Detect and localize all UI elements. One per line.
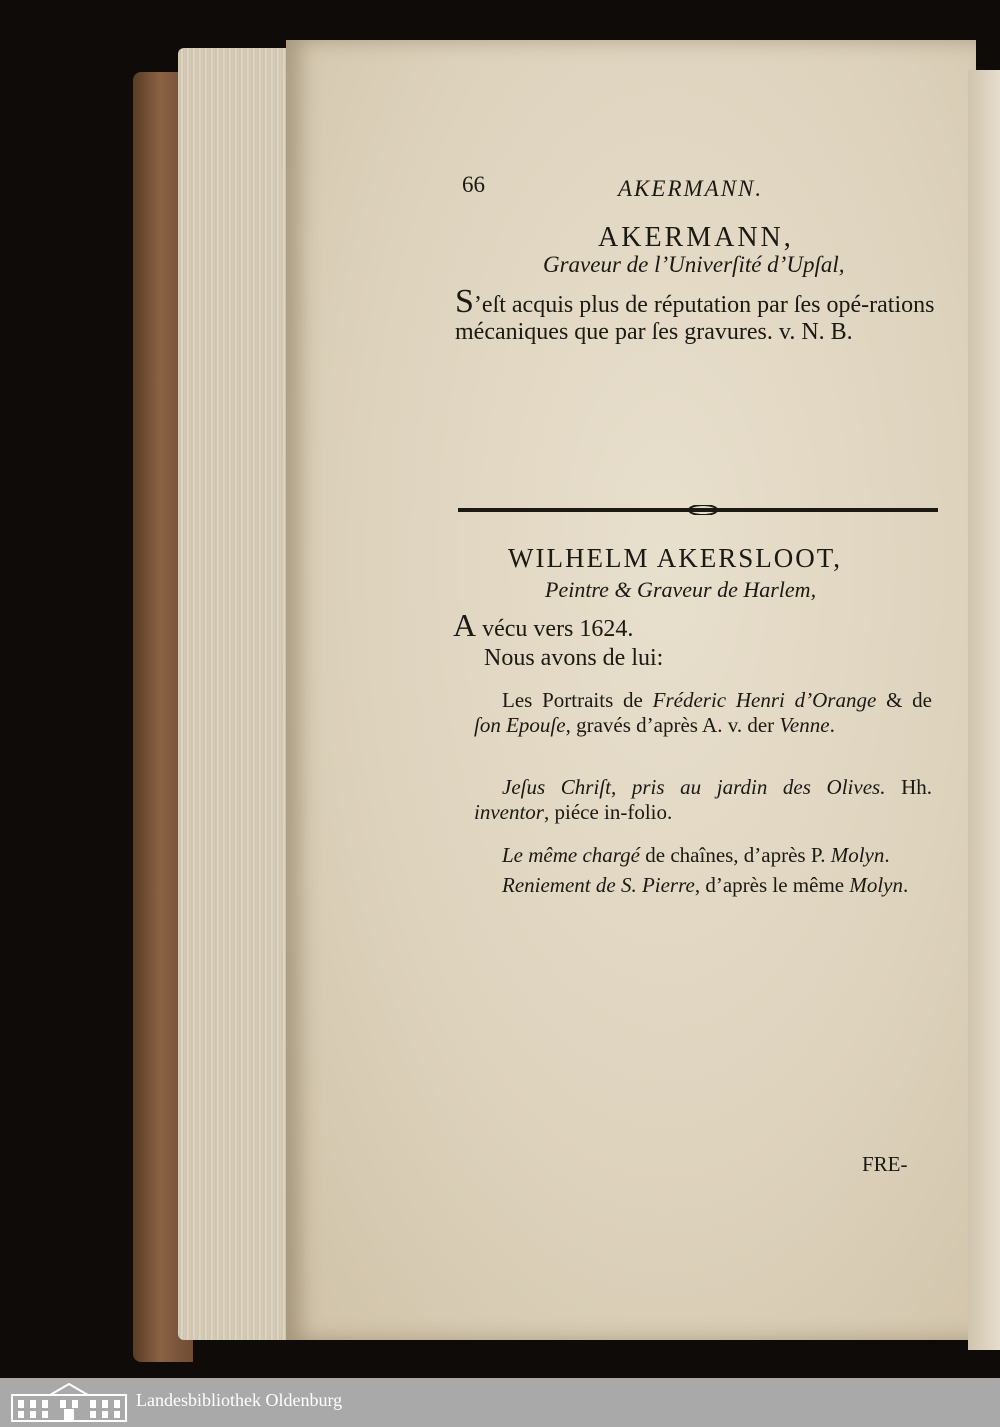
ornamental-rule <box>458 505 938 515</box>
drop-cap: S <box>455 283 474 320</box>
entry-line <box>453 607 633 644</box>
works-intro: Nous avons de lui: <box>484 645 664 671</box>
entry-date: vécu vers 1624. <box>482 616 634 642</box>
entry-name: WILHELM AKERSLOOT, <box>508 543 842 573</box>
work-item: Jeſus Chriſt, pris au jardin des Olives. Hh. inventor, piéce in-folio. <box>474 775 932 824</box>
entry-subtitle: Graveur de l’Univerſité d’Upſal, <box>543 252 845 277</box>
entry-text <box>455 283 950 346</box>
library-building-icon <box>10 1381 128 1423</box>
footer-bar <box>0 1378 1000 1427</box>
work-item: Les Portraits de Fréderic Henri d’Orange & de ſon Epouſe, gravés d’après A. v. der Venne. <box>474 688 932 737</box>
library-name: Landesbibliothek Oldenburg <box>136 1390 343 1410</box>
work-item: Reniement de S. Pierre, d’après le même Molyn. <box>502 873 909 897</box>
page-stack <box>178 48 293 1340</box>
drop-cap: A <box>453 607 477 643</box>
catchword: FRE- <box>862 1152 908 1176</box>
entry-subtitle: Peintre & Graveur de Harlem, <box>545 577 817 602</box>
facing-page-edge <box>968 70 1000 1350</box>
running-title: AKERMANN. <box>618 176 764 201</box>
work-item: Le même chargé de chaînes, d’après P. Molyn. <box>502 843 890 867</box>
page-number: 66 <box>462 172 485 197</box>
entry-body: ’eſt acquis plus de réputation par ſes opé-rations mécaniques que par ſes gravures. v. N. B. <box>455 292 935 345</box>
entry-name: AKERMANN, <box>598 222 794 253</box>
